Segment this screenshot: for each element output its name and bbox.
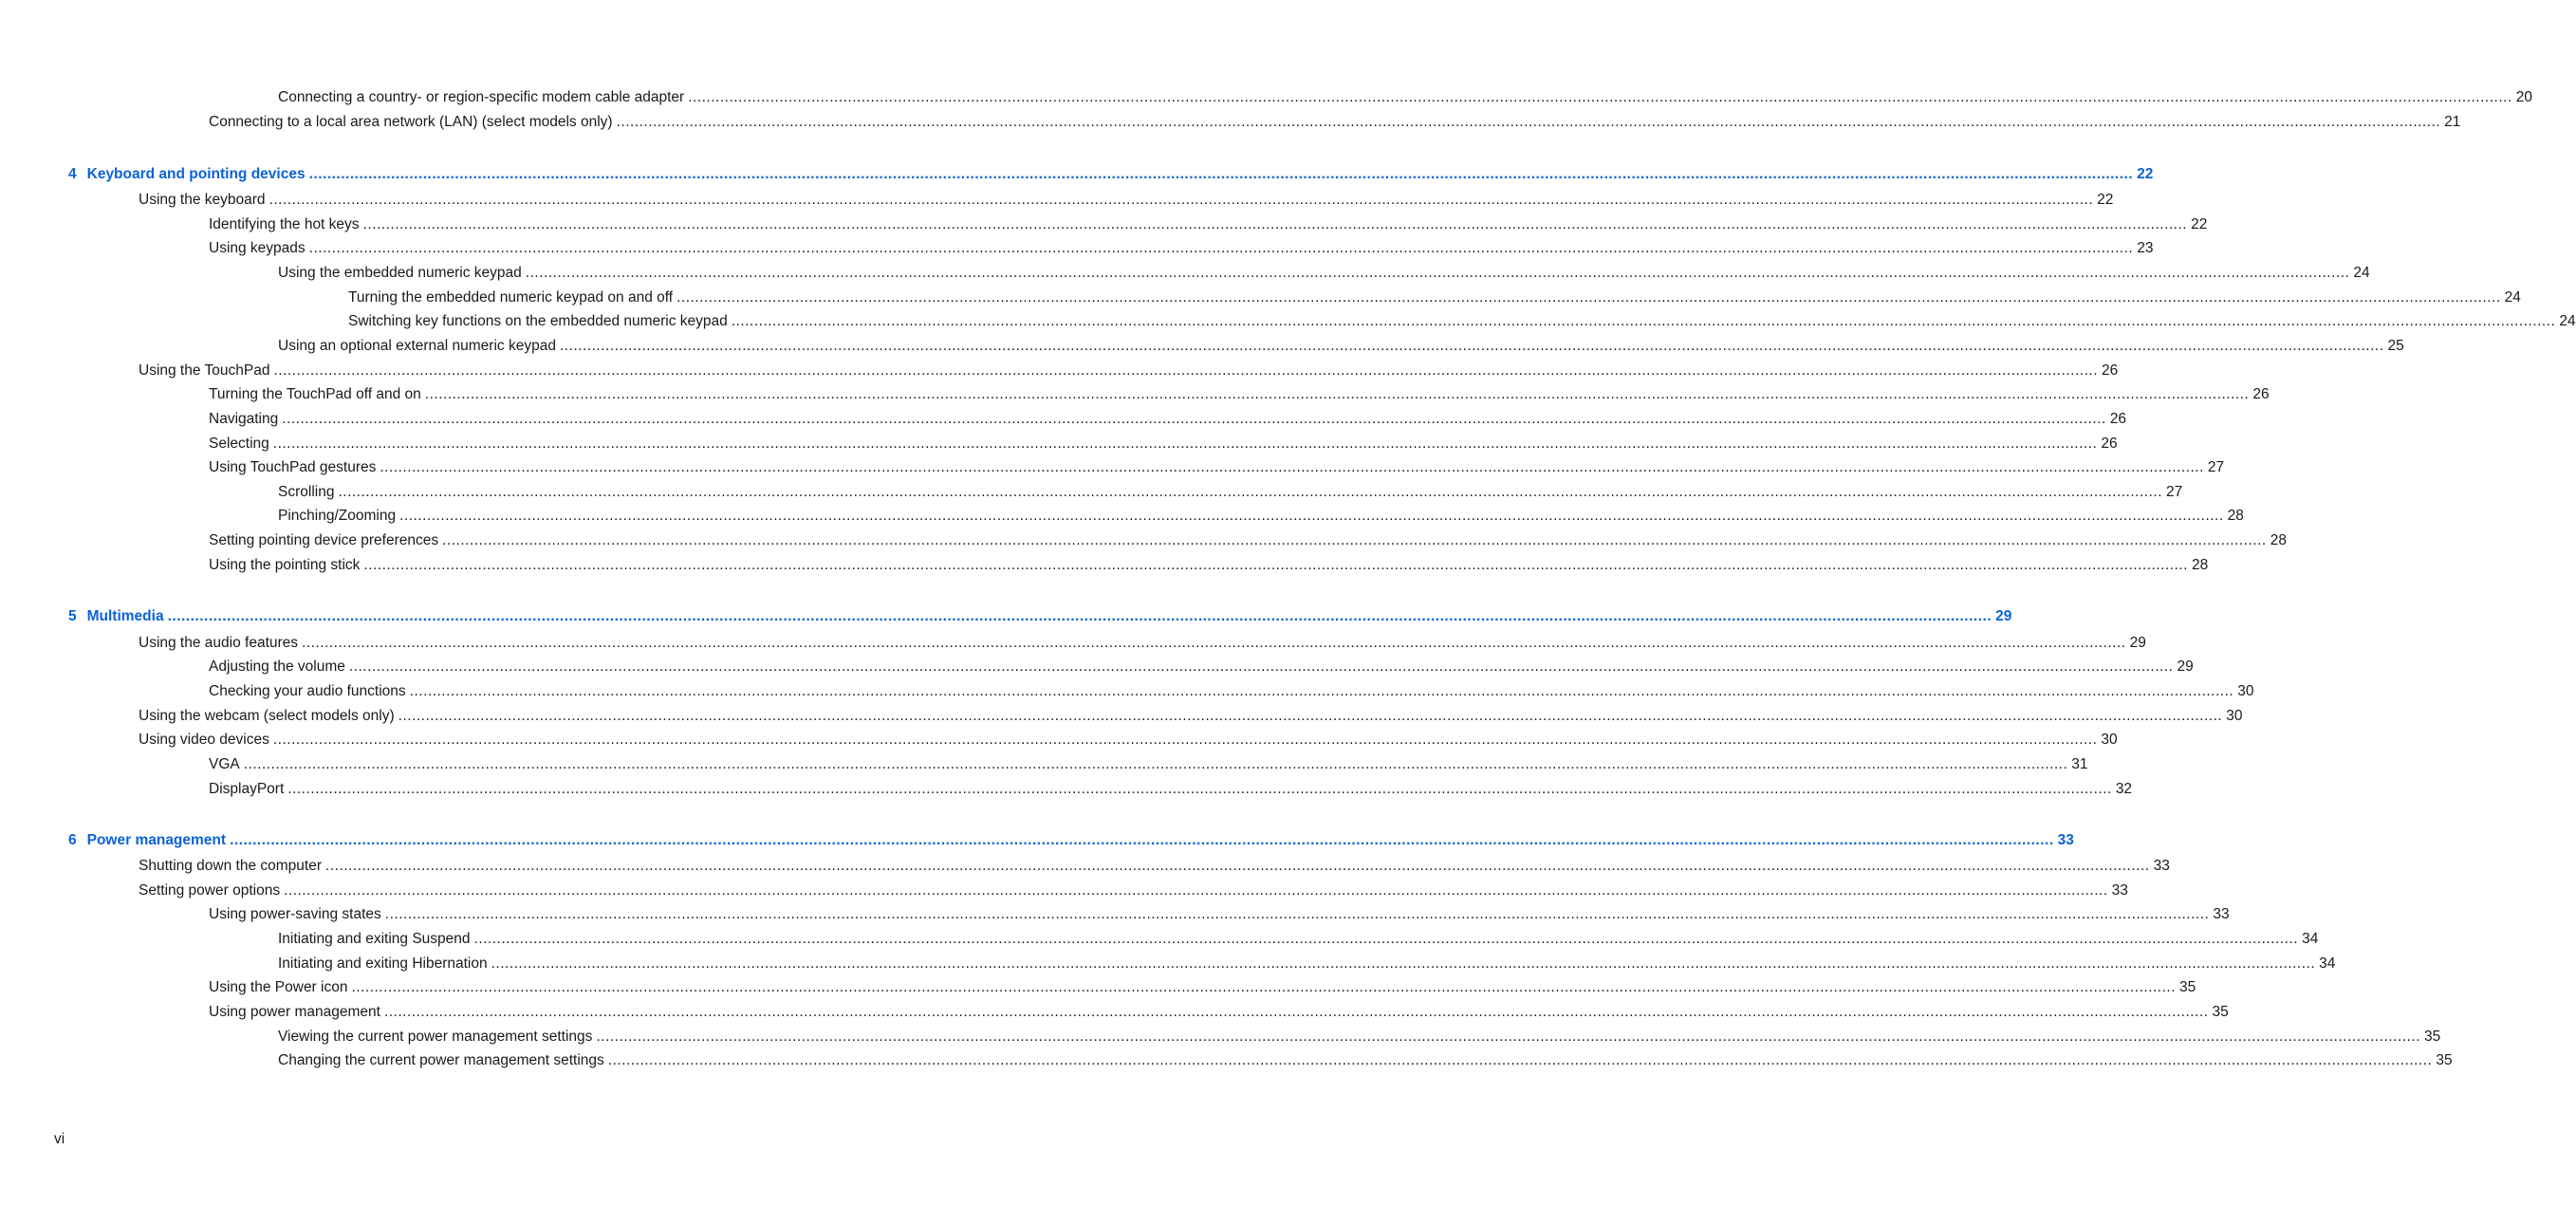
- toc-entry[interactable]: [209, 781, 2133, 802]
- toc-entry-title[interactable]: Initiating and exiting Suspend: [278, 931, 471, 947]
- toc-entry[interactable]: [348, 313, 2576, 334]
- toc-entry[interactable]: [278, 1029, 2441, 1049]
- toc-entry-title[interactable]: Scrolling: [278, 484, 335, 500]
- toc-page-number[interactable]: 29: [1995, 608, 2012, 624]
- toc-page-number[interactable]: 22: [2137, 166, 2154, 182]
- toc-page-number[interactable]: 23: [2137, 240, 2154, 256]
- toc-page-number[interactable]: 35: [2424, 1029, 2441, 1045]
- toc-entry-title[interactable]: Turning the embedded numeric keypad on and off: [348, 289, 674, 306]
- toc-page-number[interactable]: 21: [2444, 114, 2461, 130]
- toc-page-number[interactable]: 22: [2097, 192, 2114, 208]
- toc-page-number[interactable]: 33: [2213, 906, 2230, 922]
- dot-leader: ................................................................................................................................................................................................................................................................................................................................................................................................................: [399, 508, 2224, 524]
- toc-page-number[interactable]: 30: [2226, 708, 2243, 724]
- page-number: vi: [54, 1131, 65, 1147]
- toc-entry[interactable]: [139, 635, 2146, 656]
- toc-entry[interactable]: [139, 362, 2119, 383]
- dot-leader: ................................................................................................................................................................................................................................................................................................................................................................................................................: [607, 1052, 2433, 1068]
- chapter-number: 4: [68, 166, 77, 182]
- toc-page-number[interactable]: 22: [2191, 216, 2208, 232]
- toc-entry-title[interactable]: Using the pointing stick: [209, 557, 361, 573]
- toc-entry-title[interactable]: Connecting a country- or region-specific modem cable adapter: [278, 89, 685, 105]
- dot-leader: ................................................................................................................................................................................................................................................................................................................................................................................................................: [230, 832, 2054, 848]
- dot-leader: ................................................................................................................................................................................................................................................................................................................................................................................................................: [384, 906, 2210, 922]
- toc-entry-title[interactable]: Using the webcam (select models only): [139, 708, 395, 724]
- toc-entry-title[interactable]: Turning the TouchPad off and on: [209, 386, 421, 402]
- dot-leader: ................................................................................................................................................................................................................................................................................................................................................................................................................: [731, 313, 2556, 329]
- dot-leader: ................................................................................................................................................................................................................................................................................................................................................................................................................: [272, 436, 2098, 452]
- toc-page-number[interactable]: 28: [2270, 532, 2287, 548]
- dot-leader: ................................................................................................................................................................................................................................................................................................................................................................................................................: [473, 931, 2299, 947]
- dot-leader: ................................................................................................................................................................................................................................................................................................................................................................................................................: [302, 635, 2126, 651]
- toc-chapter-entry[interactable]: [68, 608, 2012, 629]
- toc-page-number[interactable]: 33: [2057, 832, 2074, 848]
- toc-entry-title[interactable]: Connecting to a local area network (LAN) (select models only): [209, 114, 613, 130]
- toc-entry[interactable]: [278, 931, 2319, 952]
- toc-page-number[interactable]: 25: [2387, 338, 2404, 354]
- toc-entry[interactable]: [209, 756, 2088, 777]
- toc-entry-title[interactable]: Navigating: [209, 411, 279, 427]
- toc-page-number[interactable]: 30: [2101, 732, 2118, 748]
- toc-page-number[interactable]: 29: [2129, 635, 2146, 651]
- dot-leader: ................................................................................................................................................................................................................................................................................................................................................................................................................: [284, 882, 2108, 899]
- toc-page-number[interactable]: 30: [2237, 683, 2254, 699]
- toc-entry-title[interactable]: Initiating and exiting Hibernation: [278, 955, 488, 972]
- toc-entry[interactable]: [209, 658, 2194, 679]
- toc-page-number[interactable]: 35: [2436, 1052, 2453, 1068]
- toc-entry-title[interactable]: Keyboard and pointing devices: [86, 166, 306, 182]
- dot-leader: ................................................................................................................................................................................................................................................................................................................................................................................................................: [380, 459, 2204, 475]
- toc-entry-title[interactable]: Using power-saving states: [209, 906, 381, 922]
- dot-leader: ................................................................................................................................................................................................................................................................................................................................................................................................................: [282, 411, 2106, 427]
- dot-leader: ................................................................................................................................................................................................................................................................................................................................................................................................................: [596, 1029, 2420, 1045]
- toc-page-number[interactable]: 35: [2179, 979, 2196, 995]
- toc-entry[interactable]: [278, 955, 2336, 976]
- toc-entry[interactable]: [209, 411, 2127, 432]
- dot-leader: ................................................................................................................................................................................................................................................................................................................................................................................................................: [398, 708, 2223, 724]
- dot-leader: ................................................................................................................................................................................................................................................................................................................................................................................................................: [383, 1004, 2209, 1020]
- dot-leader: ................................................................................................................................................................................................................................................................................................................................................................................................................: [525, 265, 2350, 281]
- toc-page-number[interactable]: 29: [2177, 658, 2194, 675]
- toc-entry-title[interactable]: Using keypads: [209, 240, 306, 256]
- toc-page-number[interactable]: 34: [2302, 931, 2319, 947]
- toc-entry-title[interactable]: Shutting down the computer: [139, 858, 323, 874]
- toc-entry[interactable]: [209, 557, 2209, 578]
- toc-entry[interactable]: [278, 338, 2404, 359]
- toc-entry[interactable]: [139, 192, 2114, 213]
- toc-entry[interactable]: [348, 289, 2521, 310]
- dot-leader: ................................................................................................................................................................................................................................................................................................................................................................................................................: [676, 289, 2501, 306]
- toc-entry-title[interactable]: Checking your audio functions: [209, 683, 406, 699]
- dot-leader: ................................................................................................................................................................................................................................................................................................................................................................................................................: [348, 658, 2174, 675]
- toc-entry-title[interactable]: Identifying the hot keys: [209, 216, 360, 232]
- toc-chapter-entry[interactable]: [68, 166, 2154, 187]
- toc-page-number[interactable]: 34: [2319, 955, 2336, 972]
- toc-entry-title[interactable]: Using the Power icon: [209, 979, 348, 995]
- toc-page-number[interactable]: 26: [2252, 386, 2270, 402]
- toc-page-number[interactable]: 24: [2504, 289, 2521, 306]
- dot-leader: ................................................................................................................................................................................................................................................................................................................................................................................................................: [491, 955, 2316, 972]
- toc-entry[interactable]: [209, 459, 2225, 480]
- toc-page-number[interactable]: 27: [2166, 484, 2183, 500]
- dot-leader: ................................................................................................................................................................................................................................................................................................................................................................................................................: [616, 114, 2441, 130]
- toc-entry-title[interactable]: DisplayPort: [209, 781, 285, 797]
- toc-entry-title[interactable]: Multimedia: [86, 608, 164, 624]
- dot-leader: ................................................................................................................................................................................................................................................................................................................................................................................................................: [243, 756, 2068, 772]
- toc-entry[interactable]: [139, 708, 2243, 729]
- toc-page-number[interactable]: 20: [2515, 89, 2533, 105]
- toc-entry-title[interactable]: Using the embedded numeric keypad: [278, 265, 522, 281]
- dot-leader: ................................................................................................................................................................................................................................................................................................................................................................................................................: [351, 979, 2177, 995]
- toc-entry[interactable]: [209, 240, 2154, 261]
- toc-entry-title[interactable]: Using the TouchPad: [139, 362, 270, 379]
- toc-entry-title[interactable]: Using the audio features: [139, 635, 299, 651]
- toc-entry-title[interactable]: Setting power options: [139, 882, 281, 899]
- toc-entry-title[interactable]: Using TouchPad gestures: [209, 459, 377, 475]
- toc-entry[interactable]: [209, 386, 2270, 407]
- toc-entry-title[interactable]: Using power management: [209, 1004, 380, 1020]
- dot-leader: ................................................................................................................................................................................................................................................................................................................................................................................................................: [325, 858, 2150, 874]
- dot-leader: ................................................................................................................................................................................................................................................................................................................................................................................................................: [409, 683, 2234, 699]
- toc-entry-title[interactable]: Setting pointing device preferences: [209, 532, 439, 548]
- toc-page-number[interactable]: 27: [2207, 459, 2225, 475]
- toc-entry[interactable]: [209, 216, 2208, 237]
- dot-leader: ................................................................................................................................................................................................................................................................................................................................................................................................................: [559, 338, 2384, 354]
- dot-leader: ................................................................................................................................................................................................................................................................................................................................................................................................................: [269, 192, 2094, 208]
- toc-entry[interactable]: [209, 532, 2287, 553]
- toc-entry-title[interactable]: Switching key functions on the embedded numeric keypad: [348, 313, 728, 329]
- toc-page-number[interactable]: 32: [2115, 781, 2133, 797]
- toc-entry-title[interactable]: Using video devices: [139, 732, 269, 748]
- toc-entry[interactable]: [209, 979, 2196, 1000]
- toc-page-number[interactable]: 31: [2071, 756, 2088, 772]
- toc-page-number[interactable]: 28: [2227, 508, 2244, 524]
- toc-entry-title[interactable]: Pinching/Zooming: [278, 508, 397, 524]
- toc-page-number[interactable]: 33: [2111, 882, 2128, 899]
- toc-page-number[interactable]: 24: [2559, 313, 2576, 329]
- toc-page-number[interactable]: 24: [2353, 265, 2370, 281]
- dot-leader: ................................................................................................................................................................................................................................................................................................................................................................................................................: [688, 89, 2512, 105]
- toc-entry[interactable]: [209, 436, 2118, 456]
- toc-page-number[interactable]: 28: [2191, 557, 2209, 573]
- toc-entry[interactable]: [139, 882, 2128, 903]
- toc-page-number[interactable]: 26: [2109, 411, 2127, 427]
- toc-entry[interactable]: [278, 484, 2183, 505]
- toc-entry[interactable]: [209, 114, 2461, 135]
- toc-chapter-entry[interactable]: [68, 832, 2074, 853]
- dot-leader: ................................................................................................................................................................................................................................................................................................................................................................................................................: [363, 557, 2188, 573]
- toc-entry[interactable]: [209, 683, 2254, 704]
- toc-page-number[interactable]: 33: [2153, 858, 2170, 874]
- chapter-number: 6: [68, 832, 77, 848]
- toc-entry[interactable]: [139, 858, 2170, 879]
- dot-leader: ................................................................................................................................................................................................................................................................................................................................................................................................................: [424, 386, 2250, 402]
- toc-entry[interactable]: [209, 1004, 2229, 1025]
- toc-entry-title[interactable]: Changing the current power management settings: [278, 1052, 604, 1068]
- dot-leader: ................................................................................................................................................................................................................................................................................................................................................................................................................: [167, 608, 1992, 624]
- dot-leader: ................................................................................................................................................................................................................................................................................................................................................................................................................: [338, 484, 2163, 500]
- toc-entry-title[interactable]: Adjusting the volume: [209, 658, 345, 675]
- toc-entry[interactable]: [278, 89, 2533, 110]
- toc-entry[interactable]: [278, 265, 2370, 286]
- toc-page-number[interactable]: 35: [2212, 1004, 2229, 1020]
- toc-entry-title[interactable]: VGA: [209, 756, 240, 772]
- toc-entry[interactable]: [209, 906, 2230, 927]
- dot-leader: ................................................................................................................................................................................................................................................................................................................................................................................................................: [287, 781, 2112, 797]
- dot-leader: ................................................................................................................................................................................................................................................................................................................................................................................................................: [272, 732, 2098, 748]
- toc-entry-title[interactable]: Viewing the current power management settings: [278, 1029, 593, 1045]
- toc-entry-title[interactable]: Power management: [86, 832, 227, 848]
- toc-page-number[interactable]: 26: [2102, 362, 2119, 379]
- toc-entry[interactable]: [139, 732, 2118, 752]
- toc-entry-title[interactable]: Selecting: [209, 436, 269, 452]
- dot-leader: ................................................................................................................................................................................................................................................................................................................................................................................................................: [442, 532, 2267, 548]
- chapter-number: 5: [68, 608, 77, 624]
- toc-entry[interactable]: [278, 1052, 2453, 1073]
- dot-leader: ................................................................................................................................................................................................................................................................................................................................................................................................................: [308, 166, 2134, 182]
- toc-entry[interactable]: [278, 508, 2244, 528]
- toc-entry-title[interactable]: Using the keyboard: [139, 192, 266, 208]
- dot-leader: ................................................................................................................................................................................................................................................................................................................................................................................................................: [273, 362, 2099, 379]
- dot-leader: ................................................................................................................................................................................................................................................................................................................................................................................................................: [308, 240, 2134, 256]
- toc-page-number[interactable]: 26: [2101, 436, 2118, 452]
- dot-leader: ................................................................................................................................................................................................................................................................................................................................................................................................................: [362, 216, 2188, 232]
- toc-entry-title[interactable]: Using an optional external numeric keypad: [278, 338, 556, 354]
